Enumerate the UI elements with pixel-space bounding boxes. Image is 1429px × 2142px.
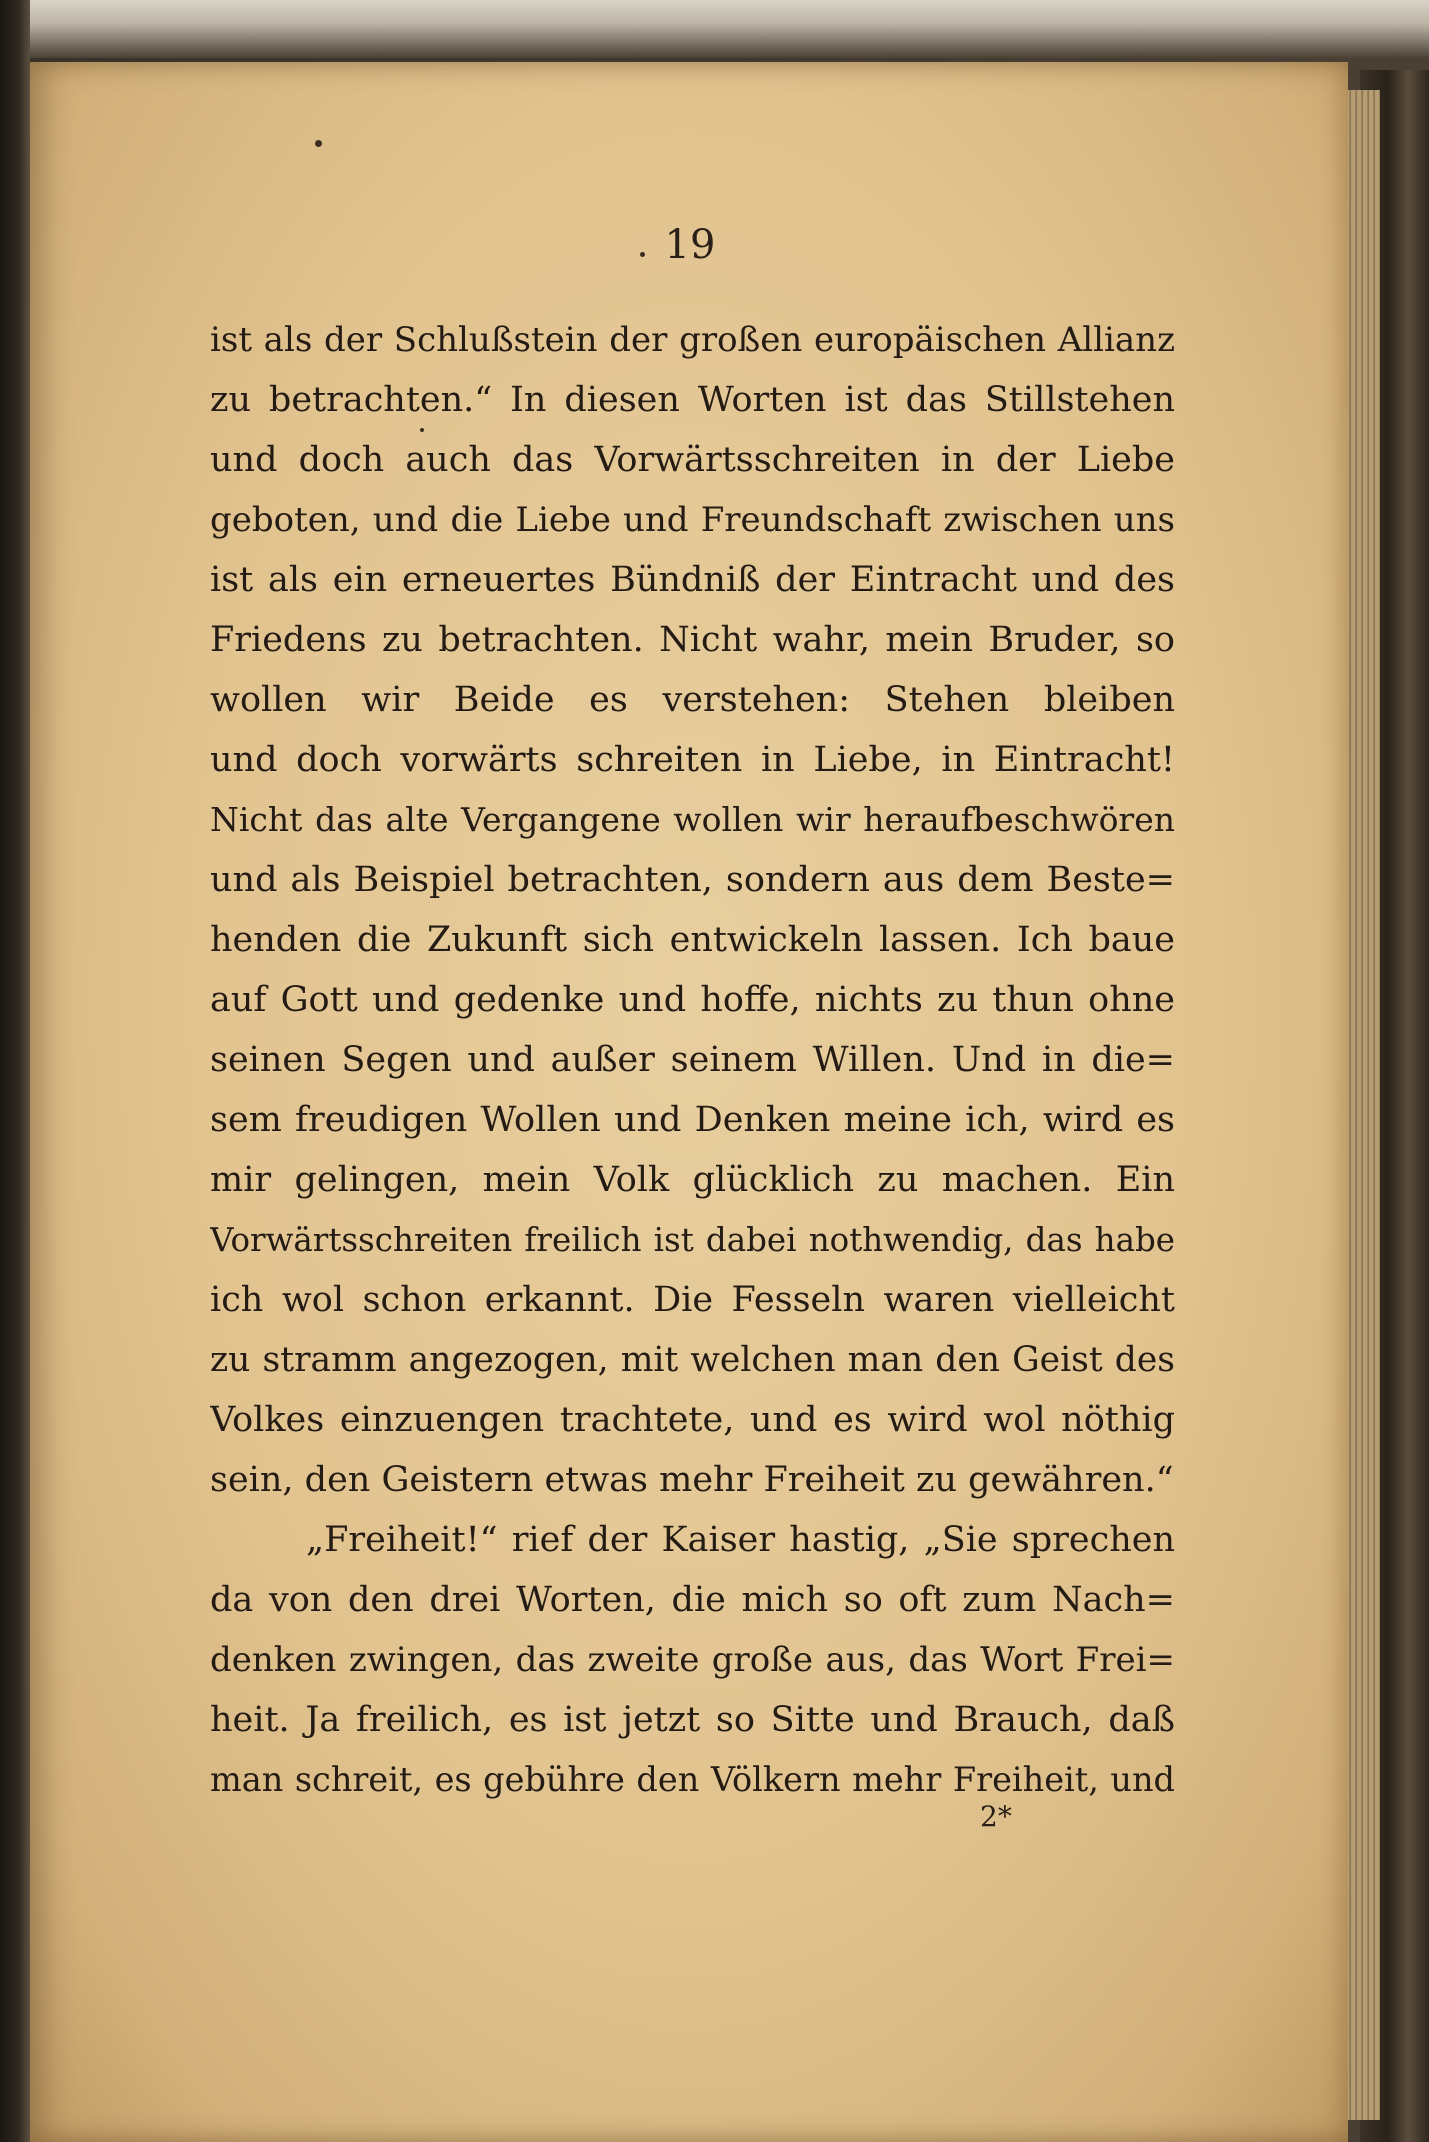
paper-speck (315, 140, 322, 147)
text-line: denken zwingen, das zweite große aus, das Wort Frei= (210, 1640, 1175, 1680)
paragraph-end-line: sein, den Geistern etwas mehr Freiheit zu gewähren.“ (210, 1460, 1174, 1500)
text-line: auf Gott und gedenke und hoffe, nichts zu thun ohne (210, 980, 1175, 1020)
text-line: und doch auch das Vorwärtsschreiten in der Liebe (210, 440, 1175, 480)
text-line: ich wol schon erkannt. Die Fesseln waren vielleicht (210, 1280, 1175, 1320)
text-line: henden die Zukunft sich entwickeln lassen. Ich baue (210, 920, 1175, 960)
text-line: heit. Ja freilich, es ist jetzt so Sitte und Brauch, daß (210, 1700, 1175, 1740)
text-line: und doch vorwärts schreiten in Liebe, in Eintracht! (210, 740, 1175, 780)
text-line: man schreit, es gebühre den Völkern mehr Freiheit, und (210, 1760, 1175, 1799)
text-line: geboten, und die Liebe und Freundschaft zwischen uns (210, 500, 1175, 540)
text-line: sem freudigen Wollen und Denken meine ich, wird es (210, 1100, 1175, 1140)
paragraph-start-line: „Freiheit!“ rief der Kaiser hastig, „Sie sprechen (306, 1520, 1175, 1560)
page-number: 19 (664, 222, 716, 268)
text-line: Nicht das alte Vergangene wollen wir heraufbeschwören (210, 800, 1175, 839)
text-line: Volkes einzuengen trachtete, und es wird wol nöthig (210, 1400, 1175, 1440)
top-edge (0, 0, 1429, 58)
text-line: seinen Segen und außer seinem Willen. Und in die= (210, 1040, 1175, 1080)
text-line: ist als der Schlußstein der großen europäischen Allianz (210, 320, 1175, 360)
body-text (210, 310, 1175, 1810)
text-line: da von den drei Worten, die mich so oft zum Nach= (210, 1580, 1175, 1620)
signature-mark: 2* (980, 1800, 1012, 1833)
text-line: ist als ein erneuertes Bündniß der Eintracht und des (210, 560, 1175, 600)
text-line: zu betrachten.“ In diesen Worten ist das Stillstehen (210, 380, 1175, 420)
text-line: zu stramm angezogen, mit welchen man den Geist des (210, 1340, 1175, 1380)
text-line: Friedens zu betrachten. Nicht wahr, mein Bruder, so (210, 620, 1175, 660)
text-line: wollen wir Beide es verstehen: Stehen bleiben (210, 680, 1175, 720)
text-line: Vorwärtsschreiten freilich ist dabei nothwendig, das habe (210, 1221, 1175, 1259)
text-line: mir gelingen, mein Volk glücklich zu machen. Ein (210, 1160, 1175, 1200)
binding-edge (0, 0, 30, 2142)
text-line: und als Beispiel betrachten, sondern aus dem Beste= (210, 860, 1175, 900)
paper-speck (640, 252, 645, 257)
